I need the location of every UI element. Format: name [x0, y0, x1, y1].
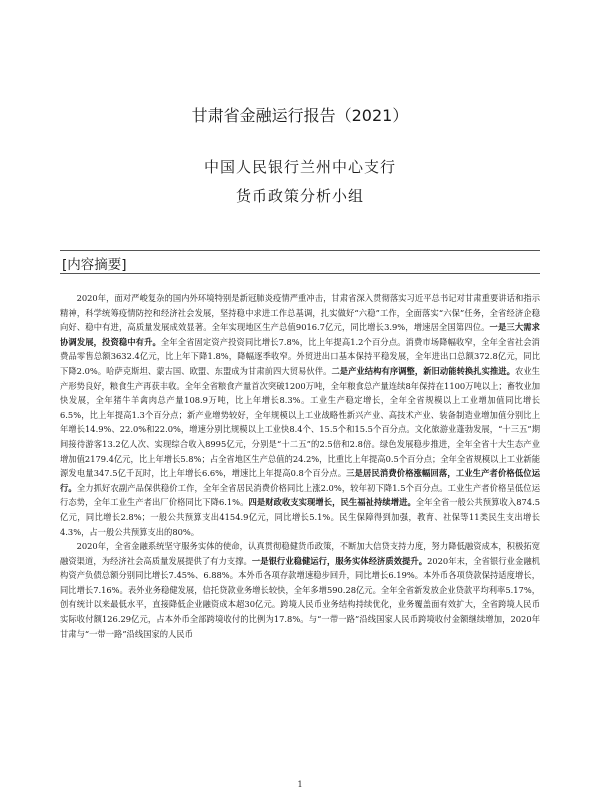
text-run: 2020年，全省金融系统坚守服务实体的使命，认真贯彻稳健货币政策，不断加大信贷支持力度，努力降低融资成本，积极拓宽融资渠道，为经济社会高质量发展提供了有力支撑。	[60, 541, 540, 566]
highlight-run: 四是财政收支实现增长，民生福祉持续增进。	[248, 497, 416, 508]
report-title: 甘肃省金融运行报告（2021）	[191, 106, 409, 125]
summary-body	[60, 291, 540, 641]
text-run: 全年全省一般公共预算收入874.5亿元，同比增长2.8%；一般公共预算支出4154.9亿元，同比增长5.1%。民生保障得到加强，教育、社保等11类民生支出增长4.3%，占一般公共预算支出的80%。	[60, 497, 540, 537]
text-run: 全年全省固定资产投资同比增长7.8%，比上年提高1.2个百分点。消费市场降幅收窄，全年全省社会消费品零售总额3632.4亿元，比上年下降1.8%，降幅逐季收窄。外贸进出口基本保持平稳发展，全年进出口总额372.8亿元，同比下降2.0%。哈萨克斯坦、蒙古国、欧盟、东盟成为甘肃前四大贸易伙伴。	[60, 336, 540, 376]
summary-paragraph-1	[60, 291, 540, 539]
page-number: 1	[297, 780, 303, 789]
text-run: 农业生产形势良好，粮食生产再获丰收。全年全省粮食产量首次突破1200万吨，全年粮食总产量连续8年保持在1100万吨以上；畜牧业加快发展，全年猪牛羊禽肉总产量108.9万吨，比上年增长8.3%。工业生产稳定增长，全年全省规模以上工业增加值同比增长6.5%，比上年提高1.3个百分点；新产业增势较好，全年规模以上工业战略性新兴产业、高技术产业、装备制造业增加值分别比上年增长14.9%、22.0%和22.0%，增速分别比规模以上工业快8.4个、15.5个和15.5个百分点。文化旅游业蓬勃发展，“十三五”期间接待游客13.2亿人次、实现综合收入8995亿元，分别是“十二五”的2.5倍和2.8倍。绿色发展稳步推进，全年全省十大生态产业增加值2179.4亿元，比上年增长5.8%；占全省地区生产总值的24.2%，比重比上年提高0.5个百分点；全年全省规模以上工业新能源发电量347.5亿千瓦时，比上年增长6.6%，增速比上年提高0.8个百分点。	[60, 365, 540, 479]
summary-paragraph-2	[60, 539, 540, 641]
highlight-run: 一是银行业稳健运行，服务实体经济质效提升。	[251, 555, 428, 566]
abstract-header	[60, 250, 540, 274]
text-run: 2020年，面对严峻复杂的国内外环境特别是新冠肺炎疫情严重冲击，甘肃省深入贯彻落实习近平总书记对甘肃重要讲话和指示精神，科学统筹疫情防控和经济社会发展，坚持稳中求进工作总基调，扎实做好“六稳”工作，全面落实“六保”任务，全省经济企稳向好、稳中有进，高质量发展成效显著。全年实现地区生产总值9016.7亿元，同比增长3.9%，增速居全国第四位。	[60, 293, 540, 333]
org-group-name: 货币政策分析小组	[235, 187, 364, 205]
highlight-run: 三是居民消费价格涨幅回落，工业生产者价格低位运行。	[60, 468, 540, 493]
abstract-label: [内容摘要]	[62, 257, 127, 273]
org-name: 中国人民银行兰州中心支行	[203, 158, 396, 176]
highlight-run: 一是三大需求协调发展，投资稳中有升。	[60, 322, 540, 347]
text-run: 全力抓好农副产品保供稳价工作，全年全省居民消费价格同比上涨2.0%，较年初下降1.5个百分点。工业生产者价格呈低位运行态势，全年工业生产者出厂价格同比下降6.1%。	[60, 482, 540, 508]
text-run: 2020年末，全省银行业金融机构资产负债总额分别同比增长7.45%、6.88%。本外币各项存款增速稳步回升，同比增长6.19%。本外币各项贷款保持适度增长，同比增长7.16%。表外业务稳健发展，信托贷款业务增长较快，全年多增590.28亿元。全年全省新发放企业贷款平均利率5.17%，创有统计以来最低水平，直接降低企业融资成本超30亿元。跨境人民币业务结构持续优化，业务覆盖面有效扩大，全省跨境人民币实际收付额126.29亿元，占本外币全部跨境收付的比例为17.8%。与“一带一路”沿线国家人民币跨境收付金额继续增加，2020年甘肃与“一带一路”沿线国家的人民币	[60, 555, 540, 639]
highlight-run: 二是产业结构有序调整，新旧动能转换扎实推进。	[331, 365, 515, 376]
